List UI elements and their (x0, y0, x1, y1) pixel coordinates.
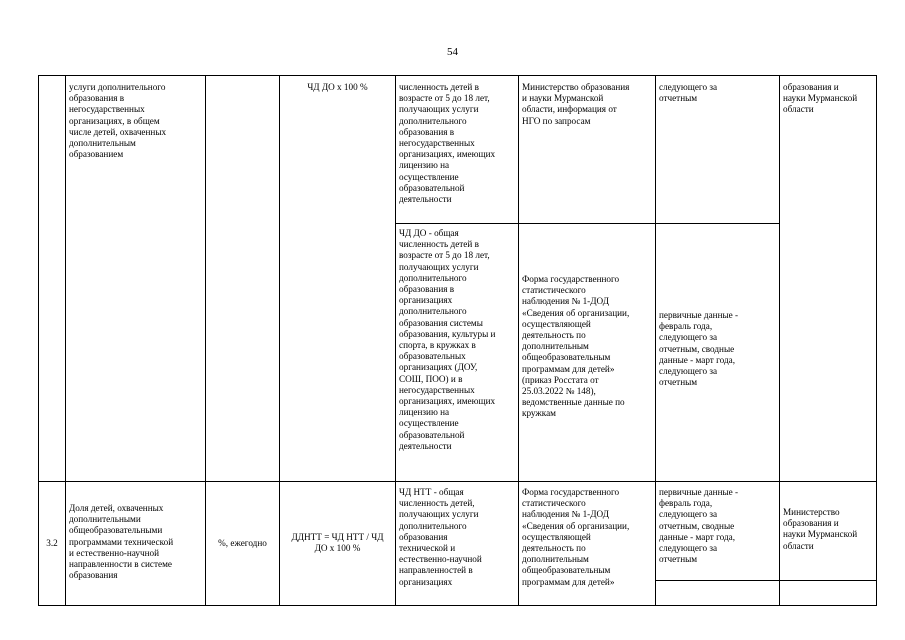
row-b-definition: ЧД НТТ - общая численность детей, получающих услуги дополнительного образования технической и естественно-научной направленностей в организациях (399, 487, 482, 587)
row-b-unit: %, ежегодно (218, 538, 267, 548)
row-b-number: 3.2 (46, 538, 58, 548)
col-line-1 (65, 75, 66, 606)
row-b-formula: ДДНТТ = ЧД НТТ / ЧД ДО х 100 % (291, 532, 384, 554)
row-a-indicator: услуги дополнительного образования в негосударственных организациях, в общем числе детей, охваченных дополнительным образованием (69, 82, 167, 160)
row-a-definition-2: ЧД ДО - общая численность детей в возрасте от 5 до 18 лет, получающих услуги дополнительного образования в организациях дополнительного образования системы образования, культуры и спорта, в кружках в образовательных организациях (ДОУ, СОШ, ПОО) и в негосударственных организациях, имеющих лицензию на осуществление образовательной деятельности (399, 228, 496, 451)
col-line-3 (279, 75, 280, 606)
row-a-definition-1: численность детей в возрасте от 5 до 18 лет, получающих услуги дополнительного образования в негосударственных организациях, имеющих лицензию на осуществление образовательной деятельности (399, 82, 496, 205)
col-line-5 (518, 75, 519, 606)
page-number: 54 (447, 46, 458, 58)
row-a-source-2: Форма государственного статистического наблюдения № 1-ДОД «Сведения об организации, осуществляющей деятельность по дополнительным общеобразовательным программам для детей» (приказ Росстата от 25.03.2022 № 148), ведомственные данные по кружкам (522, 274, 630, 419)
table-border-top (38, 75, 877, 76)
col-line-8 (876, 75, 877, 606)
col-line-6 (655, 75, 656, 606)
indicators-table (38, 75, 877, 606)
col-line-0 (38, 75, 39, 606)
row-b-period: первичные данные - февраль года, следующего за отчетным, сводные данные - март года, следующего за отчетным (659, 487, 739, 565)
row-a-period-2: первичные данные - февраль года, следующего за отчетным, сводные данные - март года, следующего за отчетным (659, 310, 739, 388)
row-b-source: Форма государственного статистического наблюдения № 1-ДОД «Сведения об организации, осуществляющей деятельность по дополнительным общеобразовательным программам для детей» (522, 487, 630, 587)
col-line-7b (779, 481, 780, 606)
table-border-bottom (38, 605, 877, 606)
divider-def1 (395, 223, 779, 224)
divider-bottom-right (655, 580, 877, 581)
row-a-formula: ЧД ДО х 100 % (307, 82, 368, 92)
row-a-source-1: Министерство образования и науки Мурманской области, информация от НГО по запросам (522, 82, 630, 126)
divider-row (38, 481, 877, 482)
row-a-period-1: следующего за отчетным (659, 82, 718, 104)
col-line-4 (395, 75, 396, 606)
row-b-responsible: Министерство образования и науки Мурманской области (783, 507, 858, 551)
col-line-7a (779, 75, 780, 481)
row-a-responsible: образования и науки Мурманской области (783, 82, 858, 115)
row-b-indicator: Доля детей, охваченных дополнительными общеобразовательными программами технической и естественно-научной направленности в системе образования (69, 503, 174, 581)
col-line-2 (205, 75, 206, 606)
